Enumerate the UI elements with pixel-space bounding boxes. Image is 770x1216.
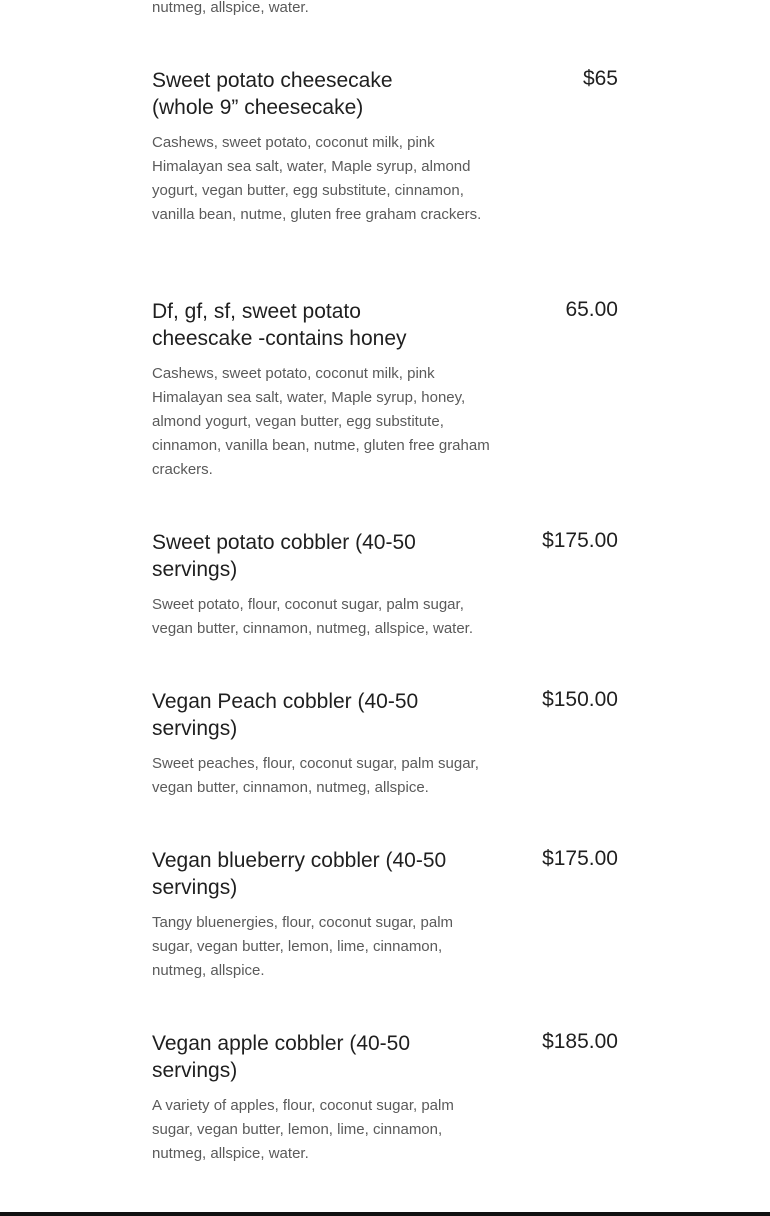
menu-item-description: Cashews, sweet potato, coconut milk, pink Himalayan sea salt, water, Maple syrup, honey, almond yogurt, vegan butter, egg substitute, cinnamon, vanilla bean, nutme, gluten free graham crackers. — [152, 365, 490, 478]
menu-item-name: Vegan Peach cobbler (40-50 servings) — [152, 690, 419, 740]
footer-divider — [0, 1212, 770, 1216]
menu-item-description: Cashews, sweet potato, coconut milk, pink Himalayan sea salt, water, Maple syrup, almond yogurt, vegan butter, egg substitute, cinnamon, vanilla bean, nutme, gluten free graham crackers. — [152, 134, 482, 223]
menu-item-price: $150.00 — [542, 688, 618, 711]
menu-item-description: Tangy bluenergies, flour, coconut sugar, palm sugar, vegan butter, lemon, lime, cinnamon, nutmeg, allspice. — [152, 914, 454, 979]
menu-item-price: $175.00 — [542, 847, 618, 870]
menu-item-description: Sweet peaches, flour, coconut sugar, palm sugar, vegan butter, cinnamon, nutmeg, allspice. — [152, 755, 479, 796]
menu-item-description: A variety of apples, flour, coconut sugar, palm sugar, vegan butter, lemon, lime, cinnamon, nutmeg, allspice, water. — [152, 1097, 454, 1162]
previous-item-description-tail: nutmeg, allspice, water. — [152, 0, 309, 16]
menu-item-name: Vegan blueberry cobbler (40-50 servings) — [152, 849, 447, 899]
menu-item-name: Sweet potato cobbler (40-50 servings) — [152, 531, 416, 581]
menu-item-name: Vegan apple cobbler (40-50 servings) — [152, 1032, 411, 1082]
menu-item-name: Sweet potato cheesecake (whole 9” cheesecake) — [152, 69, 393, 119]
menu-item-name: Df, gf, sf, sweet potato cheescake -contains honey — [152, 300, 407, 350]
menu-item-price: $175.00 — [542, 529, 618, 552]
menu-item-price: $65 — [582, 67, 618, 90]
menu-item-price: $185.00 — [542, 1030, 618, 1053]
menu-item-description: Sweet potato, flour, coconut sugar, palm sugar, vegan butter, cinnamon, nutmeg, allspice, water. — [152, 596, 474, 637]
menu-item-price: 65.00 — [565, 298, 618, 321]
